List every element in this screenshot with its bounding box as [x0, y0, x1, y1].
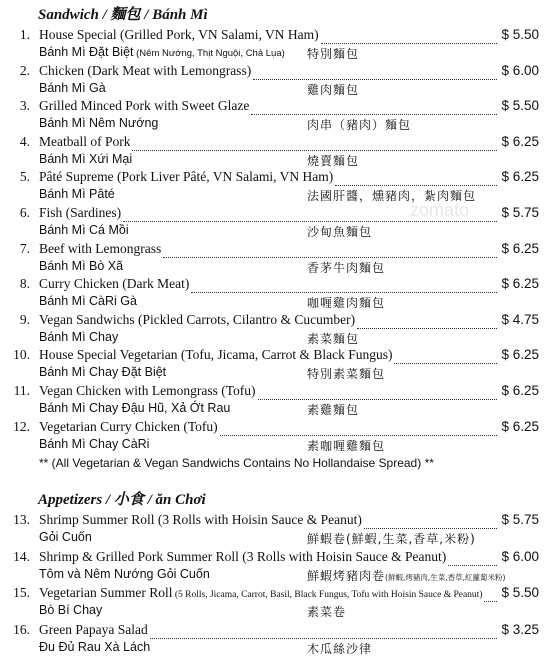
item-chinese-text: 肉串（豬肉）麵包	[307, 118, 412, 133]
item-description-text: Beef with Lemongrass	[39, 240, 162, 256]
item-price: $ 6.00	[501, 548, 539, 564]
item-description	[39, 419, 218, 435]
item-description	[39, 585, 482, 601]
menu-item	[0, 98, 555, 134]
item-vietnamese-name	[39, 365, 166, 379]
dot-leader	[132, 134, 497, 151]
dot-leader	[357, 312, 497, 329]
dot-leader	[364, 512, 497, 529]
item-chinese-text: 素雞麵包	[307, 403, 360, 417]
item-vietnamese-text: Bánh Mì Chay CàRi	[39, 436, 150, 451]
dot-leader	[163, 241, 497, 258]
item-description	[39, 276, 189, 292]
item-number: 5.	[19, 169, 30, 185]
item-description-text: Vegetarian Summer Roll	[39, 585, 173, 600]
item-chinese-text: 沙甸魚麵包	[307, 225, 373, 239]
watermark: zomato	[410, 200, 470, 220]
item-vietnamese-text: Bánh Mì Xứi Mại	[39, 151, 133, 166]
sandwich-note: ** (All Vegetarian & Vegan Sandwichs Contains No Hollandaise Spread) **	[39, 456, 434, 470]
dot-leader	[448, 549, 497, 566]
section-title-sandwich: Sandwich / 麵包 / Bánh Mì	[38, 7, 208, 23]
item-chinese-name	[307, 187, 476, 204]
item-vietnamese-name	[39, 603, 102, 617]
item-chinese-name	[307, 365, 385, 382]
item-chinese-name	[307, 603, 346, 620]
menu-item	[0, 134, 555, 170]
item-description	[39, 205, 121, 221]
item-vietnamese-name	[39, 401, 230, 415]
item-chinese-text: 雞肉麵包	[307, 82, 360, 97]
item-chinese-text: 素菜卷	[307, 605, 347, 619]
menu-item	[0, 276, 555, 312]
item-description-text: Shrimp & Grilled Pork Summer Roll (3 Rolls with Hoisin Sauce & Peanut)	[39, 548, 447, 564]
item-price: $ 6.25	[501, 133, 539, 149]
item-description	[39, 134, 130, 150]
item-chinese-name	[307, 330, 359, 347]
item-price: $ 5.50	[501, 27, 539, 42]
menu-item	[0, 205, 555, 241]
item-price: $ 6.25	[501, 383, 539, 398]
item-description	[39, 622, 148, 638]
item-chinese-name	[307, 294, 385, 311]
item-number: 9.	[19, 311, 30, 327]
item-vietnamese-name	[39, 116, 158, 130]
item-number: 8.	[19, 276, 30, 292]
item-vietnamese-name	[39, 223, 129, 237]
menu-item	[0, 512, 555, 548]
item-vietnamese-text: Bánh Mì Gà	[39, 80, 106, 95]
item-price: $ 5.50	[501, 585, 539, 600]
item-vietnamese-name	[39, 294, 137, 308]
item-description-text: House Special Vegetarian (Tofu, Jicama, Carrot & Black Fungus)	[39, 347, 393, 363]
item-price: $ 6.25	[501, 169, 539, 185]
item-description-text: Vegan Chicken with Lemongrass (Tofu)	[39, 383, 256, 398]
item-vietnamese-name	[39, 640, 150, 654]
item-number: 15.	[13, 585, 30, 600]
item-description-text: Meatball of Pork	[39, 133, 131, 149]
menu-item	[0, 419, 555, 455]
item-number: 7.	[19, 240, 30, 256]
item-description	[39, 27, 319, 43]
item-chinese-name	[307, 567, 505, 584]
item-number: 13.	[13, 512, 30, 527]
dot-leader	[258, 383, 497, 400]
menu-item	[0, 347, 555, 383]
section-title-appetizers: Appetizers / 小食 / ăn Chơi	[38, 492, 206, 508]
item-number: 11.	[13, 383, 30, 398]
item-vietnamese-text: Gỏi Cuốn	[39, 530, 92, 544]
item-chinese-text: 素菜麵包	[307, 331, 360, 346]
item-chinese-text: 法國肝醬，燻豬肉，紮肉麵包	[307, 189, 477, 204]
menu-item	[0, 169, 555, 205]
item-vietnamese-name	[39, 330, 118, 344]
item-description-text: Chicken (Dark Meat with Lemongrass)	[39, 62, 252, 78]
item-price: $ 3.25	[501, 621, 539, 637]
item-number: 14.	[13, 548, 30, 564]
item-description	[39, 549, 446, 565]
menu-item	[0, 383, 555, 419]
item-number: 3.	[19, 98, 30, 114]
item-number: 16.	[13, 621, 30, 637]
menu-item	[0, 622, 555, 658]
item-chinese-name	[307, 530, 476, 547]
menu-item	[0, 585, 555, 621]
item-chinese-name	[307, 116, 411, 133]
item-chinese-text: 木瓜絲沙律	[307, 641, 373, 656]
item-chinese-name	[307, 45, 359, 62]
menu-item	[0, 27, 555, 63]
menu-item	[0, 241, 555, 277]
item-vietnamese-text: Tôm và Nêm Nướng Gỏi Cuốn	[39, 566, 210, 581]
item-price: $ 6.25	[501, 418, 539, 434]
item-number: 6.	[19, 205, 30, 220]
item-chinese-name	[307, 223, 372, 240]
item-chinese-name	[307, 640, 372, 657]
item-vietnamese-name	[39, 152, 132, 166]
item-description-text: Vegetarian Curry Chicken (Tofu)	[39, 418, 218, 434]
dot-leader	[321, 27, 497, 44]
item-chinese-text: 鮮蝦烤豬肉卷	[307, 568, 386, 583]
item-description-text: Green Papaya Salad	[39, 621, 148, 637]
item-vietnamese-name	[39, 437, 149, 451]
item-vietnamese-name	[39, 530, 92, 544]
dot-leader	[191, 276, 497, 293]
item-description-text: Vegan Sandwichs (Pickled Carrots, Cilantro & Cucumber)	[39, 311, 356, 327]
item-chinese-text: 特別麵包	[307, 47, 360, 61]
item-vietnamese-text: Bánh Mì CàRi Gà	[39, 294, 137, 309]
item-description	[39, 63, 251, 79]
item-number: 4.	[19, 133, 30, 149]
item-description-text: Grilled Minced Pork with Sweet Glaze	[39, 98, 250, 114]
item-vietnamese-text: Bánh Mì Chay Đậu Hũ, Xả Ớt Rau	[39, 401, 231, 415]
item-chinese-text: 素咖喱雞麵包	[307, 438, 386, 453]
item-number: 12.	[13, 418, 30, 434]
item-price: $ 5.50	[501, 98, 539, 114]
item-chinese-text: 鮮蝦卷(鮮蝦,生菜,香草,米粉)	[307, 532, 476, 546]
item-chinese-name	[307, 259, 385, 276]
item-description	[39, 312, 355, 328]
dot-leader	[150, 622, 497, 639]
item-number: 10.	[13, 347, 30, 363]
item-vietnamese-name	[39, 187, 115, 201]
item-vietnamese-text: Đu Đủ Rau Xà Lách	[39, 639, 151, 654]
dot-leader	[484, 585, 497, 602]
item-vietnamese-name	[39, 81, 106, 95]
item-description-text: House Special (Grilled Pork, VN Salami, VN Ham)	[39, 27, 319, 42]
item-description-text: Pâté Supreme (Pork Liver Pâté, VN Salami, VN Ham)	[39, 169, 334, 185]
item-vietnamese-text: Bánh Mì Đặt Biệt	[39, 45, 134, 59]
item-chinese-text: 特別素菜麵包	[307, 367, 386, 382]
item-description	[39, 512, 362, 528]
item-vietnamese-text: Bánh Mì Nêm Nướng	[39, 116, 159, 131]
item-price: $ 5.75	[501, 205, 539, 220]
item-price: $ 6.25	[501, 347, 539, 363]
item-description	[39, 241, 161, 257]
dot-leader	[220, 419, 497, 436]
dot-leader	[335, 169, 497, 186]
item-price: $ 6.25	[501, 276, 539, 292]
item-vietnamese-text: Bánh Mì Chay Đặt Biệt	[39, 365, 167, 380]
item-description-text: Curry Chicken (Dark Meat)	[39, 276, 190, 292]
item-chinese-note: (鮮蝦,烤豬肉,生菜,香草,紅蘿蔔米粉)	[385, 572, 506, 582]
item-chinese-name	[307, 401, 359, 418]
item-description	[39, 347, 392, 363]
item-vietnamese-text: Bánh Mì Cá Mồi	[39, 223, 129, 237]
menu-item	[0, 549, 555, 585]
menu-item	[0, 312, 555, 348]
item-chinese-name	[307, 81, 359, 98]
item-chinese-name	[307, 437, 385, 454]
item-number: 2.	[19, 62, 30, 78]
item-description	[39, 98, 249, 114]
item-description-text: Fish (Sardines)	[39, 205, 122, 220]
item-description-note: (5 Rolls, Jicama, Carrot, Basil, Black Fungus, Tofu with Hoisin Sauce & Peanut)	[172, 590, 483, 600]
menu-item	[0, 63, 555, 99]
item-price: $ 6.00	[501, 62, 539, 78]
item-price: $ 6.25	[501, 240, 539, 256]
dot-leader	[251, 98, 497, 115]
item-vietnamese-name	[39, 259, 123, 273]
item-vietnamese-text: Bánh Mì Pâté	[39, 187, 115, 202]
item-price: $ 5.75	[501, 512, 539, 527]
item-vietnamese-text: Bò Bí Chay	[39, 603, 103, 617]
item-description	[39, 169, 333, 185]
item-vietnamese-note: (Nêm Nướng, Thịt Nguội, Chả Lụa)	[133, 48, 285, 59]
item-number: 1.	[19, 27, 30, 42]
item-description	[39, 383, 256, 399]
item-chinese-text: 咖喱雞肉麵包	[307, 296, 386, 311]
dot-leader	[123, 205, 497, 222]
item-vietnamese-text: Bánh Mì Chay	[39, 329, 119, 344]
item-description-text: Shrimp Summer Roll (3 Rolls with Hoisin Sauce & Peanut)	[39, 512, 362, 527]
item-vietnamese-text: Bánh Mì Bò Xã	[39, 258, 124, 273]
dot-leader	[394, 347, 497, 364]
item-chinese-text: 燒賣麵包	[307, 153, 360, 168]
item-vietnamese-name	[39, 45, 285, 59]
item-chinese-name	[307, 152, 359, 169]
item-price: $ 4.75	[501, 311, 539, 327]
item-vietnamese-name	[39, 567, 210, 581]
item-chinese-text: 香茅牛肉麵包	[307, 260, 386, 275]
dot-leader	[253, 63, 497, 80]
